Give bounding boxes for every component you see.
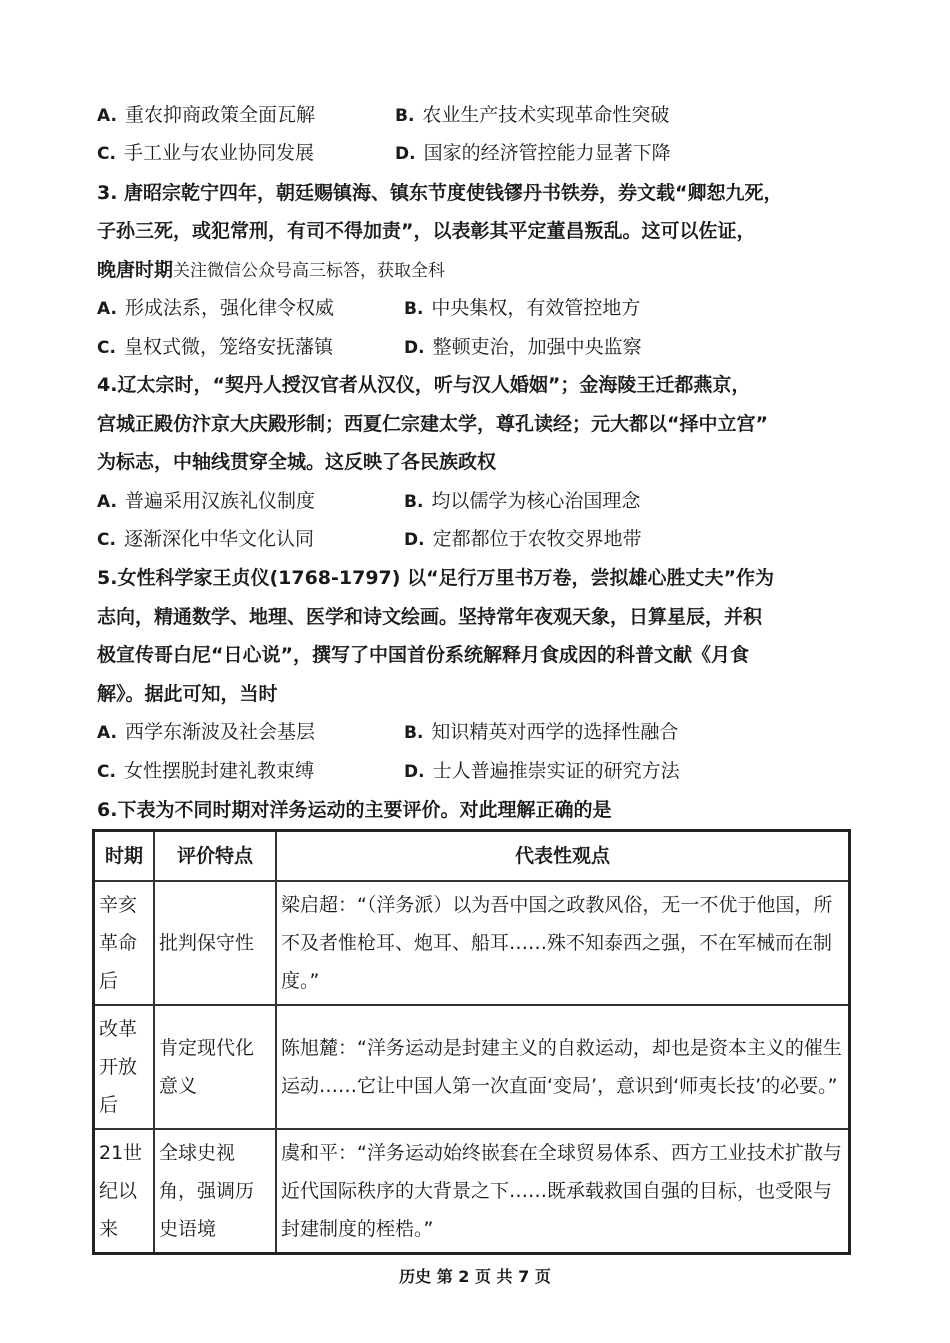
q2-option-b: B. 农业生产技术实现革命性突破 bbox=[395, 104, 670, 126]
q4-option-a: A. 普遍采用汉族礼仪制度 bbox=[97, 490, 315, 512]
q6-stem: 6.下表为不同时期对洋务运动的主要评价。对此理解正确的是 bbox=[97, 799, 612, 821]
header-view: 代表性观点 bbox=[276, 831, 850, 882]
q3-option-b: B. 中央集权，有效管控地方 bbox=[404, 297, 641, 319]
table-row bbox=[94, 881, 850, 1005]
q4-stem-line-1: 4.辽太宗时，“契丹人授汉官者从汉仪，听与汉人婚姻”；金海陵王迁都燕京， bbox=[97, 374, 751, 396]
cell-period: 改革开放后 bbox=[94, 1005, 155, 1129]
cell-feature: 全球史视角，强调历史语境 bbox=[154, 1129, 276, 1254]
q3-stem-line-3: 晚唐时期关注微信公众号高三标答，获取全科 bbox=[97, 259, 446, 281]
q3-option-c: C. 皇权式微，笼络安抚藩镇 bbox=[97, 336, 333, 358]
q3-option-d: D. 整顿吏治，加强中央监察 bbox=[404, 336, 642, 358]
watermark-text: 关注微信公众号高三标答，获取全科 bbox=[173, 261, 446, 281]
q4-stem-line-2: 宫城正殿仿汴京大庆殿形制；西夏仁宗建太学，尊孔读经；元大都以“择中立宫” bbox=[97, 413, 768, 435]
q5-stem-line-1: 5.女性科学家王贞仪(1768-1797) 以“足行万里书万卷，尝拟雄心胜丈夫”作为 bbox=[97, 567, 775, 589]
cell-view: 梁启超：“（洋务派）以为吾中国之政教风俗，无一不优于他国，所不及者惟枪耳、炮耳、船耳……殊不知泰西之强，不在军械而在制度。” bbox=[276, 881, 850, 1005]
q4-option-c: C. 逐渐深化中华文化认同 bbox=[97, 528, 314, 550]
table-row bbox=[94, 1005, 850, 1129]
cell-period: 21世纪以来 bbox=[94, 1129, 155, 1254]
header-feature: 评价特点 bbox=[154, 831, 276, 882]
q4-option-d: D. 定都都位于农牧交界地带 bbox=[404, 528, 642, 550]
page-footer: 历史 第 2 页 共 7 页 bbox=[399, 1267, 551, 1286]
table-header-row bbox=[94, 831, 850, 882]
q2-option-c: C. 手工业与农业协同发展 bbox=[97, 142, 314, 164]
q4-option-b: B. 均以儒学为核心治国理念 bbox=[404, 490, 641, 512]
evaluation-table bbox=[92, 829, 851, 1255]
q3-stem-line-2: 子孙三死，或犯常刑，有司不得加责”，以表彰其平定董昌叛乱。这可以佐证， bbox=[97, 220, 756, 242]
q3-option-a: A. 形成法系，强化律令权威 bbox=[97, 297, 334, 319]
q5-stem-line-3: 极宣传哥白尼“日心说”，撰写了中国首份系统解释月食成因的科普文献《月食 bbox=[97, 644, 749, 666]
q5-option-a: A. 西学东渐波及社会基层 bbox=[97, 721, 315, 743]
q4-stem-line-3: 为标志，中轴线贯穿全城。这反映了各民族政权 bbox=[97, 451, 497, 473]
q5-stem-line-2: 志向，精通数学、地理、医学和诗文绘画。坚持常年夜观天象，日算星辰，并积 bbox=[97, 606, 763, 628]
q2-option-d: D. 国家的经济管控能力显著下降 bbox=[395, 142, 671, 164]
cell-period: 辛亥革命后 bbox=[94, 881, 155, 1005]
q5-option-b: B. 知识精英对西学的选择性融合 bbox=[404, 721, 679, 743]
header-period: 时期 bbox=[94, 831, 155, 882]
q5-option-d: D. 士人普遍推崇实证的研究方法 bbox=[404, 760, 680, 782]
cell-view: 虞和平：“洋务运动始终嵌套在全球贸易体系、西方工业技术扩散与近代国际秩序的大背景之下……既承载救国自强的目标，也受限与封建制度的桎梏。” bbox=[276, 1129, 850, 1254]
q3-stem-line-1: 3. 唐昭宗乾宁四年，朝廷赐镇海、镇东节度使钱镠丹书铁券，券文载“卿恕九死， bbox=[97, 182, 783, 204]
q2-option-a: A. 重农抑商政策全面瓦解 bbox=[97, 104, 315, 126]
cell-feature: 批判保守性 bbox=[154, 881, 276, 1005]
table-row bbox=[94, 1129, 850, 1254]
cell-feature: 肯定现代化意义 bbox=[154, 1005, 276, 1129]
q5-option-c: C. 女性摆脱封建礼教束缚 bbox=[97, 760, 314, 782]
q5-stem-line-4: 解》。据此可知，当时 bbox=[97, 683, 278, 705]
cell-view: 陈旭麓：“洋务运动是封建主义的自救运动，却也是资本主义的催生运动……它让中国人第一次直面‘变局’，意识到‘师夷长技’的必要。” bbox=[276, 1005, 850, 1129]
